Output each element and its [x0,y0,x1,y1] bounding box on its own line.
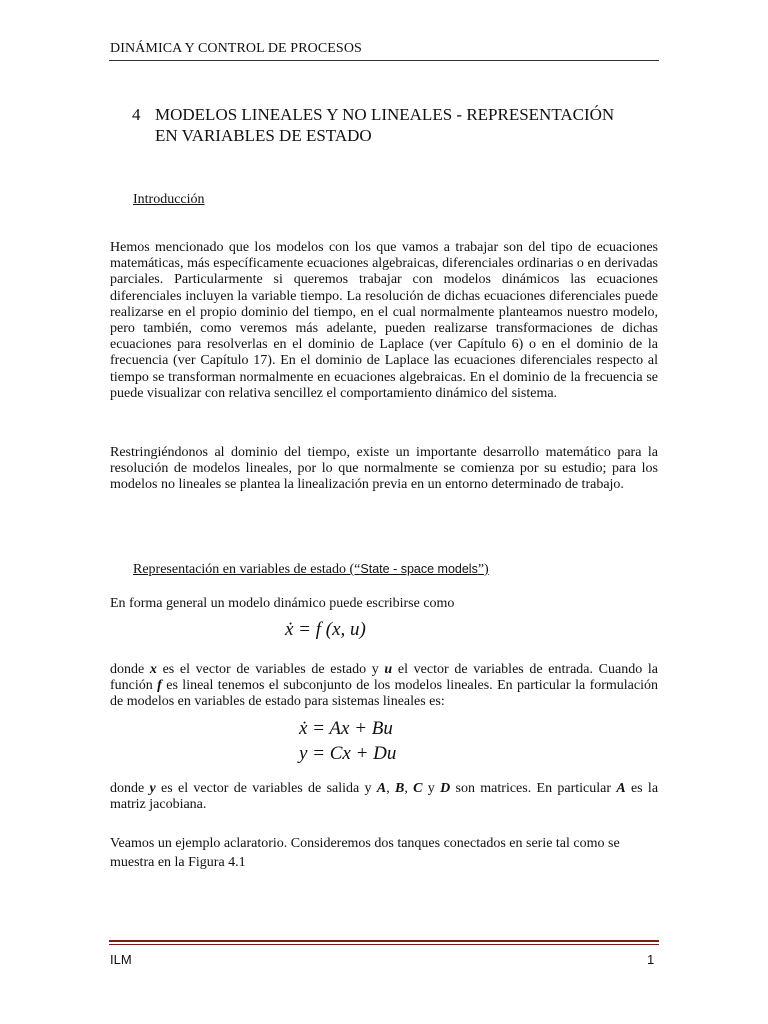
paragraph-matrices [110,781,658,813]
section-heading-suffix: ”) [477,562,489,577]
text-fragment: es el vector de variables de estado y [156,662,385,677]
equation-output: y = Cx + Du [299,743,397,764]
section-heading-english: State - space models [360,562,478,576]
symbol-A: A [376,781,387,796]
paragraph-general-model: En forma general un modelo dinámico puede escribirse como [110,596,455,611]
chapter-title-line1: MODELOS LINEALES Y NO LINEALES - REPRESENTACIÓN [155,105,615,124]
symbol-A: A [616,781,626,796]
footer-author: ILM [110,952,132,967]
text-fragment: , [386,781,395,796]
paragraph-example: Veamos un ejemplo aclaratorio. Consideremos dos tanques conectados en serie tal como se muestra en la Figura 4.1 [110,836,620,870]
symbol-C: C [413,781,423,796]
section-heading-state-space [133,562,489,578]
text-fragment: es la matriz jacobiana. [110,781,659,813]
text-fragment: son matrices. En particular [450,781,617,796]
symbol-D: D [440,781,451,796]
page-number: 1 [647,952,655,967]
paragraph-variables [110,662,658,711]
text-fragment: , [404,781,414,796]
symbol-B: B [395,781,405,796]
chapter-title-line2: EN VARIABLES DE ESTADO [155,126,372,145]
header-rule [109,60,659,61]
equation-state: ẋ = Ax + Bu [299,718,393,739]
section-heading-introduccion: Introducción [133,192,205,207]
paragraph-intro-2: Restringiéndonos al dominio del tiempo, existe un importante desarrollo matemático para la resolución de modelos lineales, por lo que normalmente se comienza por su estudio; para los modelos no lineales se plantea la linealización previa en un entorno determinado de trabajo. [110,445,658,493]
chapter-number: 4 [132,105,141,124]
symbol-u: u [384,662,393,677]
running-header: DINÁMICA Y CONTROL DE PROCESOS [110,41,362,56]
equation-general: ẋ = f (x, u) [285,619,366,640]
section-heading-prefix: Representación en variables de estado (“ [133,562,361,577]
symbol-y: y [149,781,156,796]
paragraph-intro-1: Hemos mencionado que los modelos con los que vamos a trabajar son del tipo de ecuaciones matemáticas, más específicamente ecuaciones algebraicas, diferenciales ordinarias o en derivadas parciales. Particularmente si queremos trabajar con modelos dinámicos las ecuaciones diferenciales incluyen la variable tiempo. La resolución de dichas ecuaciones diferenciales puede realizarse en el propio dominio del tiempo, en el cual normalmente planteamos nuestro modelo, pero también, como veremos más adelante, pueden realizarse transformaciones de dichas ecuaciones para resolverlas en el dominio de Laplace (ver Capítulo 6) o en el dominio de la frecuencia (ver Capítulo 17). En el dominio de Laplace las ecuaciones diferenciales respecto al tiempo se transforman normalmente en ecuaciones algebraicas. En el dominio de la frecuencia se puede visualizar con relativa sencillez el comportamiento dinámico del sistema. [110,240,658,401]
text-fragment: y [422,781,441,796]
text-fragment: es el vector de variables de salida y [155,781,377,796]
text-fragment: donde [110,781,150,796]
text-fragment: donde [110,662,150,677]
text-fragment: es lineal tenemos el subconjunto de los modelos lineales. En particular la formulación de modelos en variables de estado para sistemas lineales es: [110,678,659,710]
symbol-x: x [149,662,157,677]
symbol-f: f [157,678,162,694]
footer-rule-top [109,940,659,942]
text-fragment: el vector de variables de entrada. Cuando la función [110,662,658,694]
footer-rule-bottom [109,944,659,945]
